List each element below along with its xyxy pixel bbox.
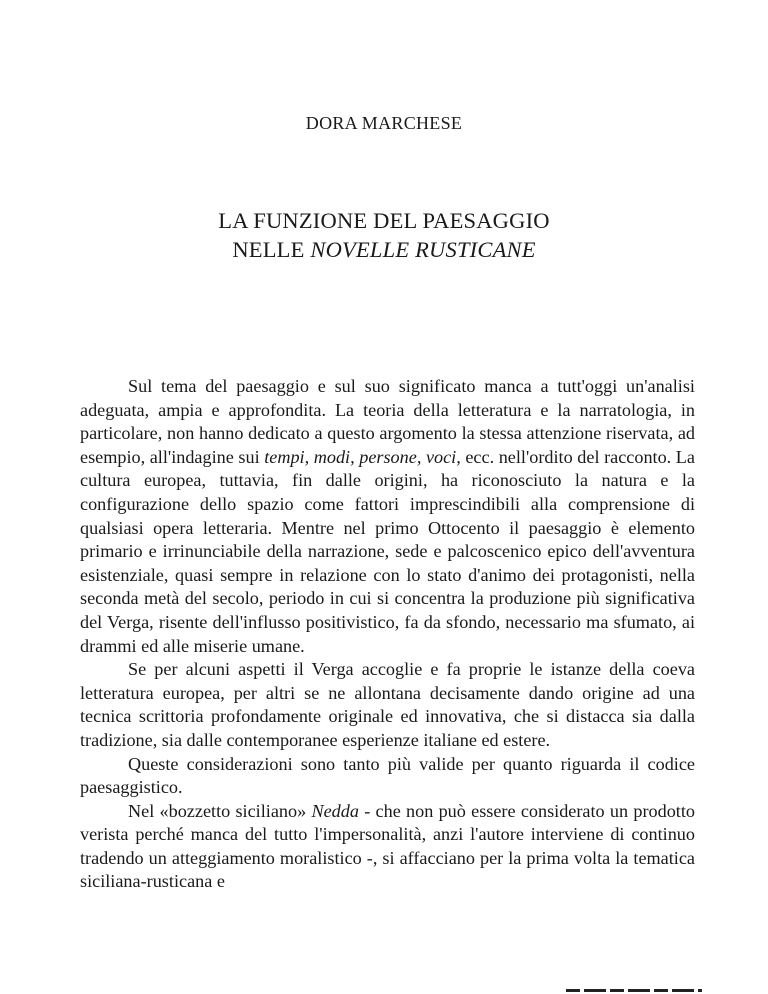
title-line-2-italic: NOVELLE RUSTICANE [310, 237, 536, 262]
paragraph-1 [80, 375, 695, 658]
title-line-2 [0, 235, 768, 264]
paragraph-1-part-a: Sul tema del paesaggio e sul suo significato manca a tutt'oggi un'analisi adeguata, ampia e approfondita. La teoria della letteratura e la narratologia, in particolare, non hanno dedicato a questo argomento la stessa attenzione riservata, ad esempio, all'indagine sui [80, 376, 695, 467]
paragraph-1-italic: tempi, modi, persone, voci, [264, 446, 461, 467]
paragraph-4-part-b: - che non può essere considerato un prodotto verista perché manca del tutto l'impersonalità, anzi l'autore interviene di continuo tradendo un atteggiamento moralistico -, si affacciano per la prima volta la tematica siciliana-rusticana e [80, 800, 695, 892]
body-text [80, 375, 695, 894]
paragraph-4-part-a: Nel «bozzetto siciliano» [128, 800, 307, 821]
paragraph-2: Se per alcuni aspetti il Verga accoglie e fa proprie le istanze della coeva letteratura europea, per altri se ne allontana decisamente dando origine ad una tecnica scrittoria profondamente originale ed innovativa, che si distacca sia dalla tradizione, sia dalle contemporanee esperienze italiane ed estere. [80, 659, 695, 750]
article-title [0, 206, 768, 264]
title-line-2-prefix: NELLE [232, 237, 305, 262]
title-line-1: LA FUNZIONE DEL PAESAGGIO [218, 208, 550, 233]
paragraph-3: Queste considerazioni sono tanto più valide per quanto riguarda il codice paesaggistico. [80, 753, 695, 798]
page-bottom-mark [566, 989, 702, 992]
paragraph-1-part-b: ecc. nell'ordito del racconto. La cultura europea, tuttavia, fin dalle origini, ha riconosciuto la natura e la configurazione dello spazio come fattori imprescindibili alla comprensione di qualsiasi opera letteraria. Mentre nel primo Ottocento il paesaggio è elemento primario e irrinunciabile della narrazione, sede e palcoscenico epico dell'avventura esistenziale, quasi sempre in relazione con lo stato d'animo dei protagonisti, nella seconda metà del secolo, periodo in cui si concentra la produzione più significativa del Verga, risente dell'influsso positivistico, fa da sfondo, necessario ma sfumato, ai drammi ed alle miserie umane. [80, 446, 695, 656]
paragraph-4 [80, 800, 695, 894]
paragraph-4-italic: Nedda [311, 800, 359, 821]
author-name: DORA MARCHESE [305, 113, 463, 133]
